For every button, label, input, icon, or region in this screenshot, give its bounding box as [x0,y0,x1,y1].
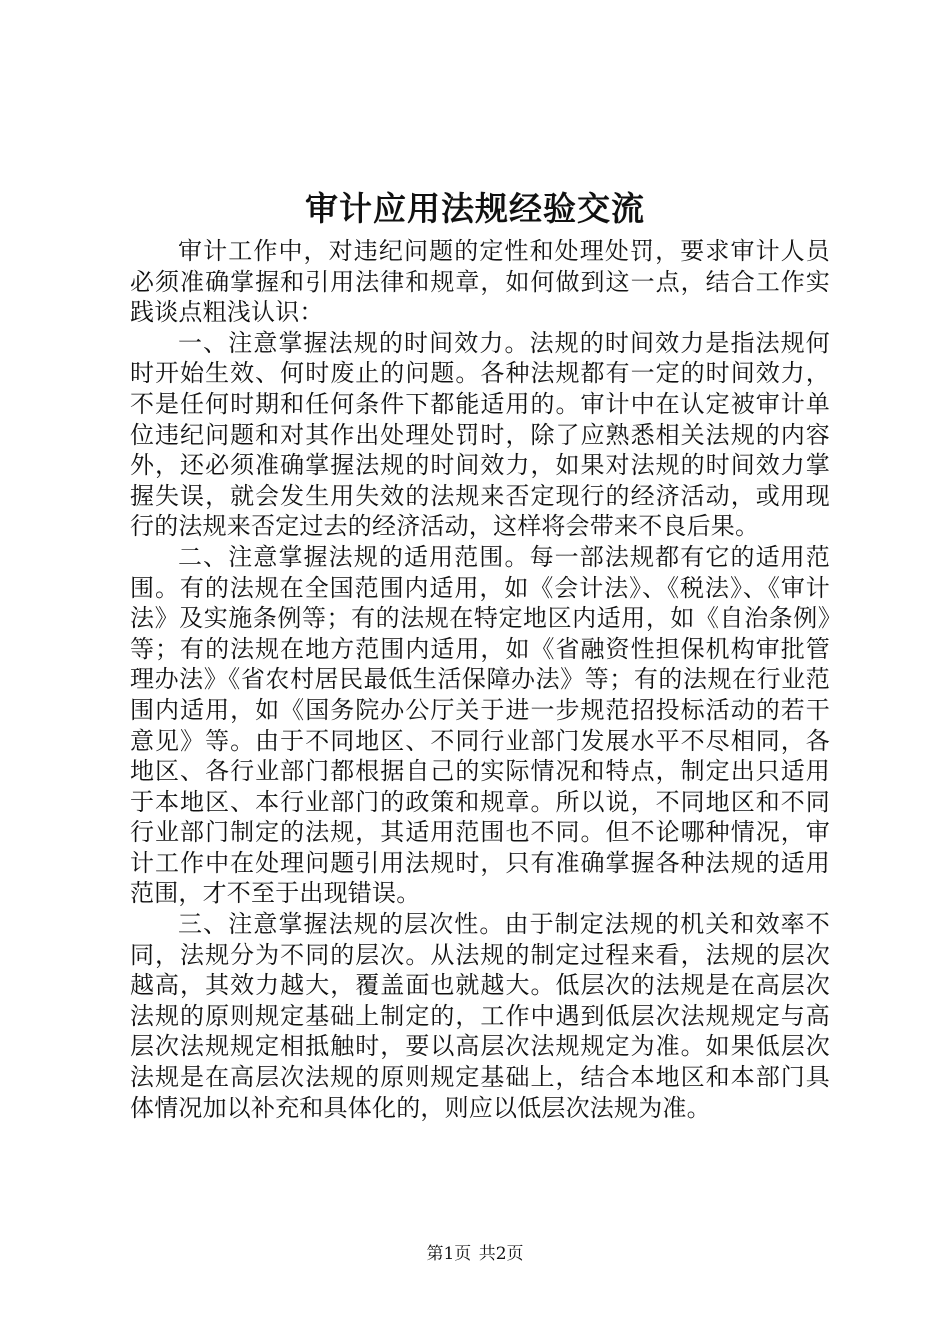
paragraph-hierarchy: 三、注意掌握法规的层次性。由于制定法规的机关和效率不同，法规分为不同的层次。从法规的制定过程来看，法规的层次越高，其效力越大，覆盖面也就越大。低层次的法规是在高层次法规的原则规定基础上制定的，工作中遇到低层次法规规定与高层次法规规定相抵触时，要以高层次法规规定为准。如果低层次法规是在高层次法规的原则规定基础上，结合本地区和本部门具体情况加以补充和具体化的，则应以低层次法规为准。 [130,910,830,1122]
document-title: 审计应用法规经验交流 [305,189,645,228]
document-body [130,236,830,1123]
page-total: 共2页 [478,1244,524,1264]
page-footer [0,1242,950,1266]
page-number: 第1页 [426,1244,472,1264]
paragraph-intro: 审计工作中，对违纪问题的定性和处理处罚，要求审计人员必须准确掌握和引用法律和规章，如何做到这一点，结合工作实践谈点粗浅认识： [130,237,830,327]
paragraph-scope: 二、注意掌握法规的适用范围。每一部法规都有它的适用范围。有的法规在全国范围内适用，如《会计法》、《税法》、《审计法》及实施条例等；有的法规在特定地区内适用，如《自治条例》等；有的法规在地方范围内适用，如《省融资性担保机构审批管理办法》《省农村居民最低生活保障办法》等；有的法规在行业范围内适用，如《国务院办公厅关于进一步规范招投标活动的若干意见》等。由于不同地区、不同行业部门发展水平不尽相同，各地区、各行业部门都根据自己的实际情况和特点，制定出只适用于本地区、本行业部门的政策和规章。所以说，不同地区和不同行业部门制定的法规，其适用范围也不同。但不论哪种情况，审计工作中在处理问题引用法规时，只有准确掌握各种法规的适用范围，才不至于出现错误。 [130,542,830,908]
paragraph-time-effect: 一、注意掌握法规的时间效力。法规的时间效力是指法规何时开始生效、何时废止的问题。各种法规都有一定的时间效力，不是任何时期和任何条件下都能适用的。审计中在认定被审计单位违纪问题和对其作出处理处罚时，除了应熟悉相关法规的内容外，还必须准确掌握法规的时间效力，如果对法规的时间效力掌握失误，就会发生用失效的法规来否定现行的经济活动，或用现行的法规来否定过去的经济活动，这样将会带来不良后果。 [130,328,830,541]
